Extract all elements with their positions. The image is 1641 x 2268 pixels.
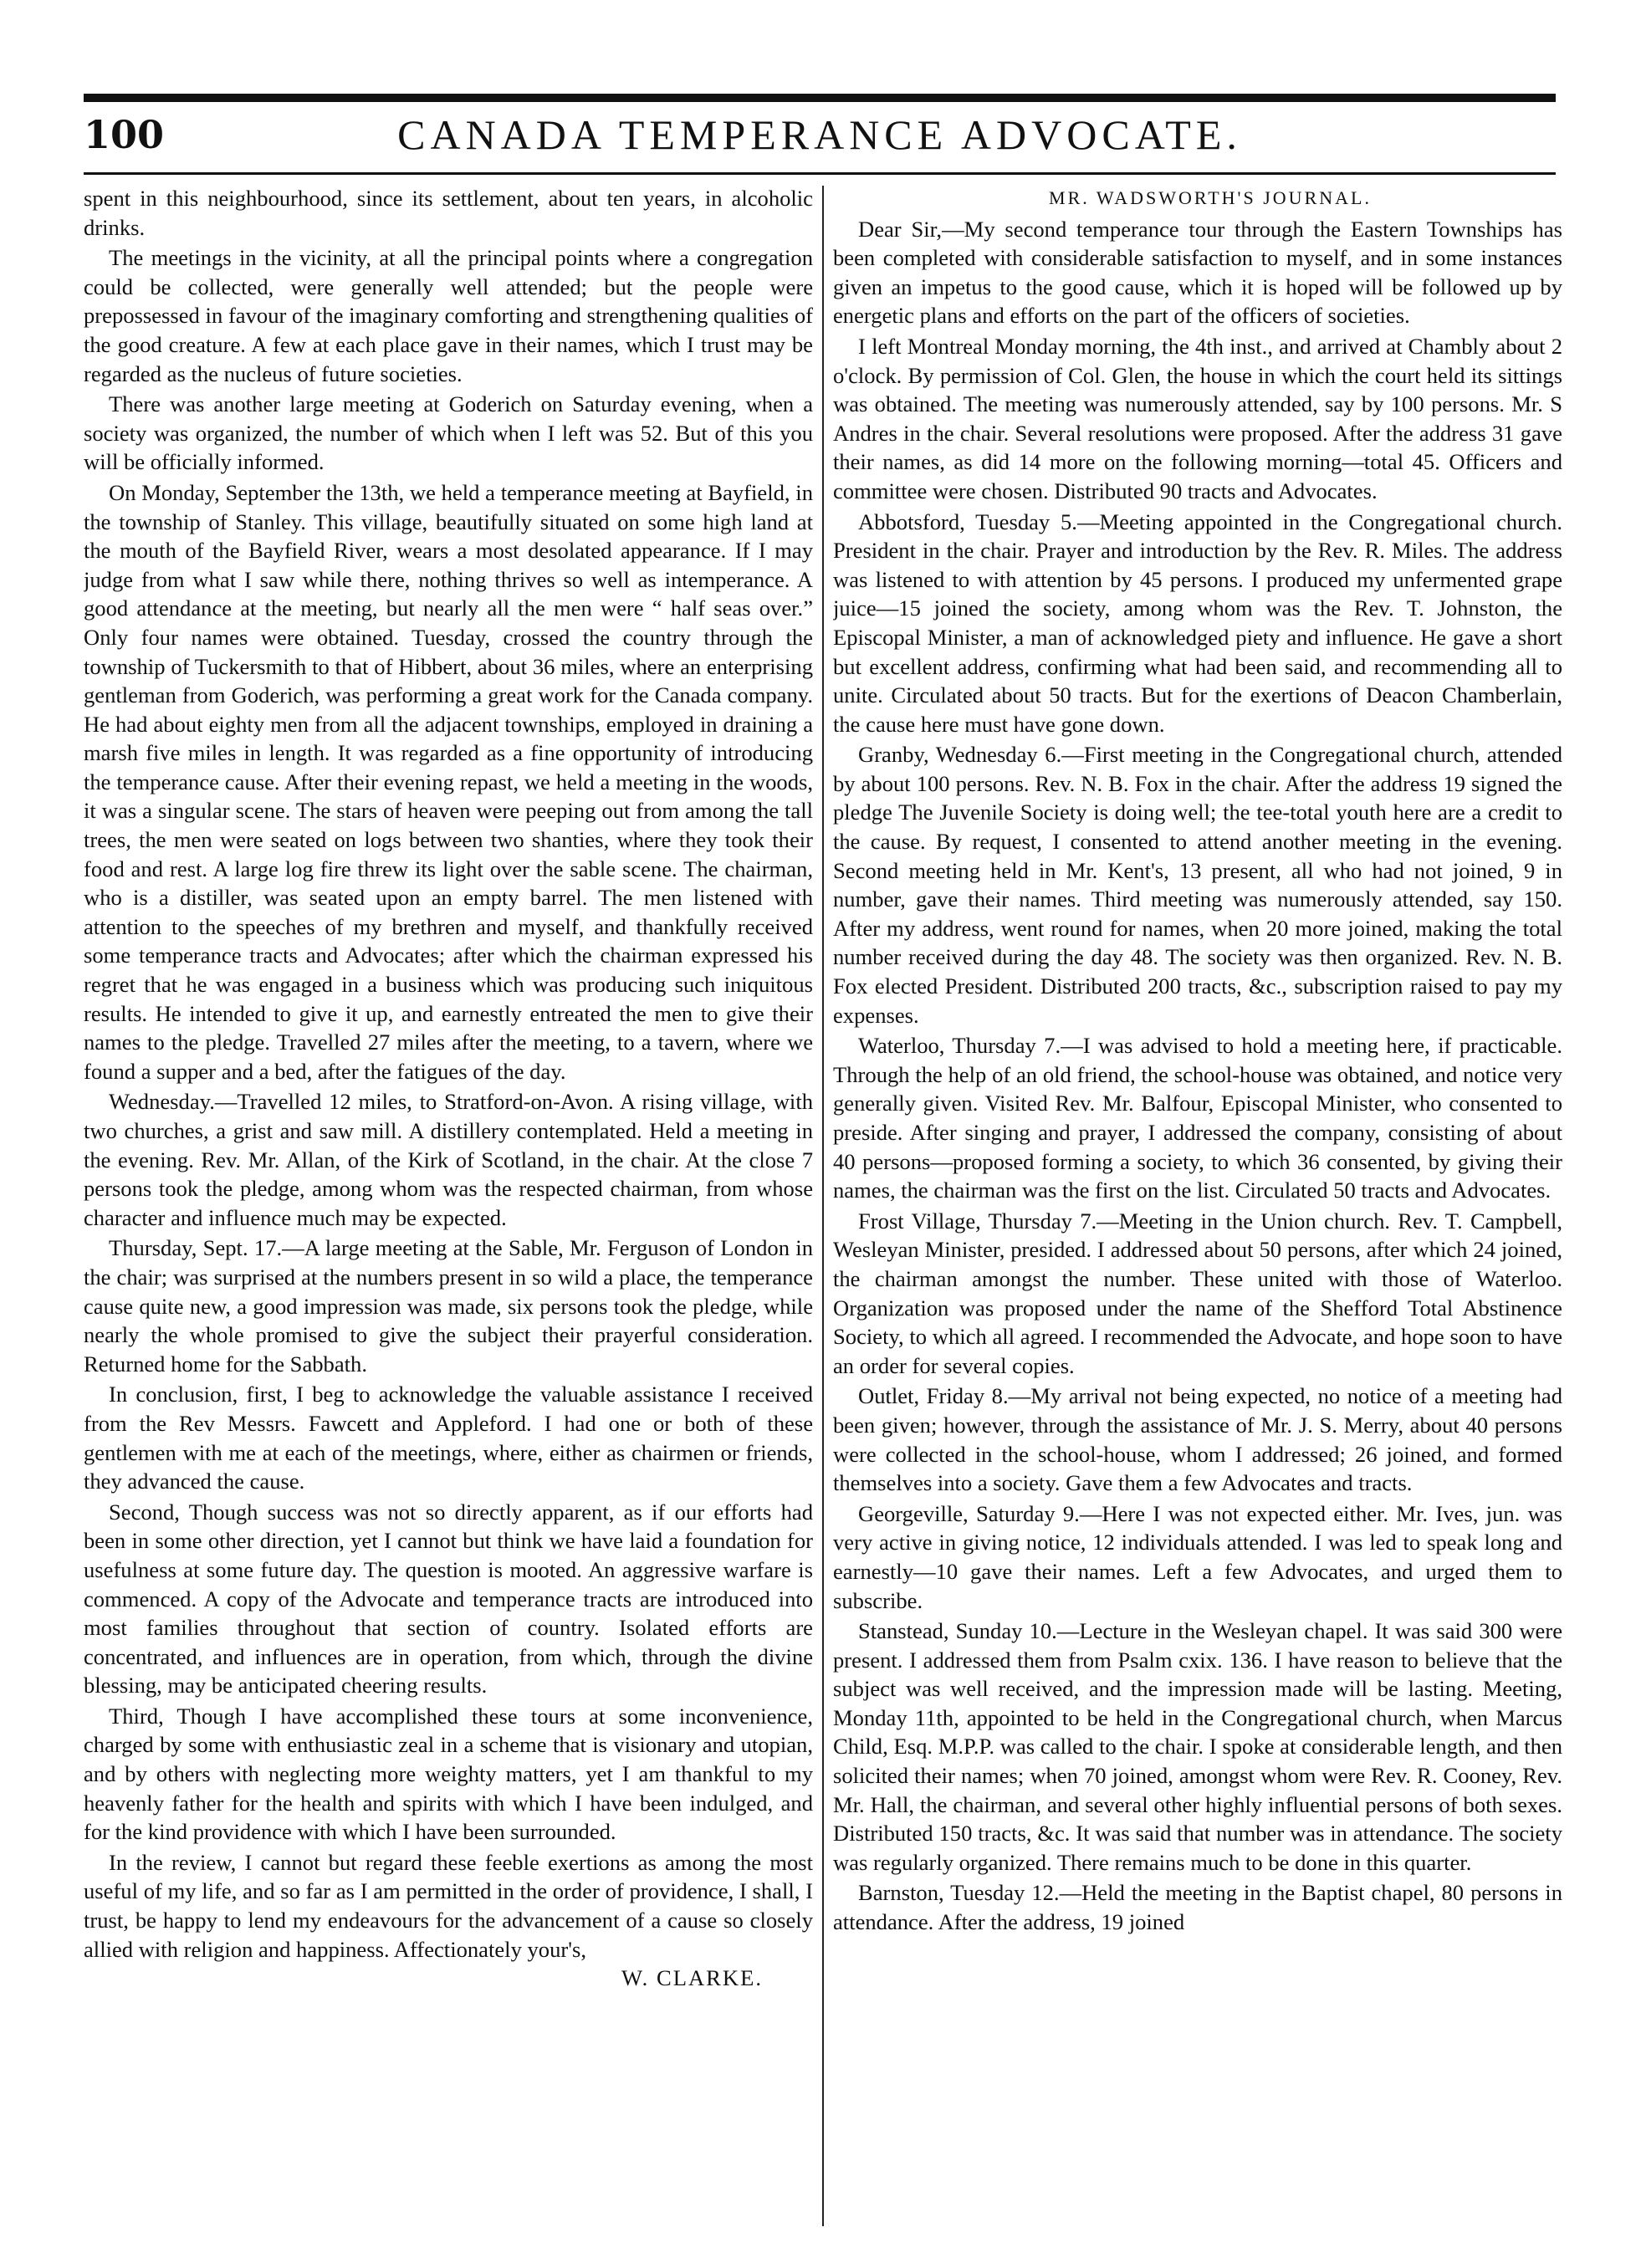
- running-title: CANADA TEMPERANCE ADVOCATE.: [397, 111, 1242, 158]
- journal-paragraph: Barnston, Tuesday 12.—Held the meeting in the Baptist chapel, 80 persons in attendance. After the address, 19 joined: [833, 1880, 1562, 1935]
- journal-paragraph: Dear Sir,—My second temperance tour through the Eastern Townships has been completed with considerable satisfaction to myself, and in some instances given an impetus to the good cause, which it is hoped will be followed up by energetic plans and efforts on the part of the officers of societies.: [833, 216, 1562, 329]
- article-paragraph: Thursday, Sept. 17.—A large meeting at the Sable, Mr. Ferguson of London in the chair; was surprised at the numbers present in so wild a place, the temperance cause quite new, a good impression was made, six persons took the pledge, while nearly the whole promised to give the subject their prayerful consideration. Returned home for the Sabbath.: [84, 1235, 813, 1377]
- signature: W. CLARKE.: [621, 1965, 763, 1991]
- article-paragraph: The meetings in the vicinity, at all the principal points where a congregation could be collected, were generally well attended; but the people were prepossessed in favour of the imaginary comforting and strengthening qualities of the good creature. A few at each place gave in their names, which I trust may be regarded as the nucleus of future societies.: [84, 245, 813, 386]
- journal-paragraph: Frost Village, Thursday 7.—Meeting in the Union church. Rev. T. Campbell, Wesleyan Minister, presided. I addressed about 50 persons, after which 24 joined, the chairman amongst the number. These united with those of Waterloo. Organization was proposed under the name of the Shefford Total Abstinence Society, to which all agreed. I recommended the Advocate, and hope soon to have an order for several copies.: [833, 1208, 1562, 1378]
- article-paragraph: Second, Though success was not so directly apparent, as if our efforts had been in some other direction, yet I cannot but think we have laid a foundation for usefulness at some future day. The question is mooted. An aggressive warfare is commenced. A copy of the Advocate and temperance tracts are introduced into most families throughout that section of country. Isolated efforts are concentrated, and influences are in operation, from which, through the divine blessing, may be anticipated cheering results.: [84, 1499, 813, 1698]
- page-header: [84, 107, 1556, 174]
- article-paragraph: In conclusion, first, I beg to acknowledge the valuable assistance I received from the Rev Messrs. Fawcett and Appleford. I had one or both of these gentlemen with me at each of the meetings, where, either as chairmen or friends, they advanced the cause.: [84, 1382, 813, 1494]
- journal-paragraph: Outlet, Friday 8.—My arrival not being expected, no notice of a meeting had been given; however, through the assistance of Mr. J. S. Merry, about 40 persons were collected in the school-house, whom I addressed; 26 joined, and formed themselves into a society. Gave them a few Advocates and tracts.: [833, 1383, 1562, 1496]
- article-paragraph: There was another large meeting at Goderich on Saturday evening, when a society was organized, the number of which when I left was 52. But of this you will be officially informed.: [84, 391, 813, 475]
- column-divider: [822, 186, 824, 2226]
- journal-paragraph: I left Montreal Monday morning, the 4th inst., and arrived at Chambly about 2 o'clock. By permission of Col. Glen, the house in which the court held its sittings was obtained. The meeting was numerously attended, say by 100 persons. Mr. S Andres in the chair. Several resolutions were proposed. After the address 31 gave their names, as did 14 more on the following morning—total 45. Officers and committee were chosen. Distributed 90 tracts and Advocates.: [833, 333, 1562, 503]
- journal-paragraph: Stanstead, Sunday 10.—Lecture in the Wesleyan chapel. It was said 300 were present. I addressed them from Psalm cxix. 136. I have reason to believe that the subject was well received, and the impression made will be lasting. Meeting, Monday 11th, appointed to be held in the Congregational church, when Marcus Child, Esq. M.P.P. was called to the chair. I spoke at considerable length, and then solicited their names; when 70 joined, amongst whom were Rev. R. Cooney, Rev. Mr. Hall, the chairman, and several other highly influential persons of both sexes. Distributed 150 tracts, &c. It was said that number was in attendance. The society was regularly organized. There remains much to be done in this quarter.: [833, 1618, 1562, 1875]
- right-column: [833, 184, 1562, 2225]
- article-paragraph: In the review, I cannot but regard these feeble exertions as among the most useful of my life, and so far as I am permitted in the order of providence, I shall, I trust, be happy to lend my endeavours for the advancement of a cause so closely allied with religion and happiness. Affectionately your's,: [84, 1849, 813, 1962]
- article-paragraph: On Monday, September the 13th, we held a temperance meeting at Bayfield, in the township of Stanley. This village, beautifully situated on some high land at the mouth of the Bayfield River, wears a most desolated appearance. If I may judge from what I saw while there, nothing thrives so well as intemperance. A good attendance at the meeting, but nearly all the men were “ half seas over.” Only four names were obtained. Tuesday, crossed the country through the township of Tuckersmith to that of Hibbert, about 36 miles, where an enterprising gentleman from Goderich, was performing a great work for the Canada company. He had about eighty men from all the adjacent townships, employed in draining a marsh five miles in length. It was regarded as a fine opportunity of introducing the temperance cause. After their evening repast, we held a meeting in the woods, it was a singular scene. The stars of heaven were peeping out from among the tall trees, the men were seated on logs between two shanties, where they took their food and rest. A large log fire threw its light over the sable scene. The chairman, who is a distiller, was seated upon an empty barrel. The men listened with attention to the speeches of my brethren and myself, and thankfully received some temperance tracts and Advocates; after which the chairman expressed his regret that he was engaged in a business which was producing such iniquitous results. He intended to give it up, and earnestly entreated the men to give their names to the pledge. Travelled 27 miles after the meeting, to a tavern, where we found a supper and a bed, after the fatigues of the day.: [84, 479, 813, 1084]
- journal-paragraph: Granby, Wednesday 6.—First meeting in the Congregational church, attended by about 100 persons. Rev. N. B. Fox in the chair. After the address 19 signed the pledge The Juvenile Society is doing well; the tee-total youth here are a credit to the cause. By request, I consented to attend another meeting in the evening. Second meeting held in Mr. Kent's, 13 present, all who had not joined, 9 in number, gave their names. Third meeting was numerously attended, say 150. After my address, went round for names, when 20 more joined, making the total number received during the day 48. The society was then organized. Rev. N. B. Fox elected President. Distributed 200 tracts, &c., subscription raised to pay my expenses.: [833, 742, 1562, 1028]
- article-paragraph: Wednesday.—Travelled 12 miles, to Stratford-on-Avon. A rising village, with two churches, a grist and saw mill. A distillery contemplated. Held a meeting in the evening. Rev. Mr. Allan, of the Kirk of Scotland, in the chair. At the close 7 persons took the pledge, among whom was the respected chairman, from whose character and influence much may be expected.: [84, 1089, 813, 1230]
- header-rule: [84, 172, 1556, 175]
- left-column: [84, 184, 813, 2225]
- journal-paragraph: Waterloo, Thursday 7.—I was advised to hold a meeting here, if practicable. Through the help of an old friend, the school-house was obtained, and notice very generally given. Visited Rev. Mr. Balfour, Episcopal Minister, who consented to preside. After singing and prayer, I addressed the company, consisting of about 40 persons—proposed forming a society, to which 36 consented, by giving their names, the chairman was the first on the list. Circulated 50 tracts and Advocates.: [833, 1033, 1562, 1203]
- journal-paragraph: Georgeville, Saturday 9.—Here I was not expected either. Mr. Ives, jun. was very active in giving notice, 12 individuals attended. I was led to speak long and earnestly—10 gave their names. Left a few Advocates, and urged them to subscribe.: [833, 1500, 1562, 1613]
- article-paragraph: spent in this neighbourhood, since its settlement, about ten years, in alcoholic drinks.: [84, 186, 813, 240]
- article-paragraph: Third, Though I have accomplished these tours at some inconvenience, charged by some with enthusiastic zeal in a scheme that is visionary and utopian, and by others with neglecting more weighty matters, yet I am thankful to my heavenly father for the health and spirits with which I have been indulged, and for the kind providence with which I have been surrounded.: [84, 1703, 813, 1845]
- journal-paragraph: Abbotsford, Tuesday 5.—Meeting appointed in the Congregational church. President in the chair. Prayer and introduction by the Rev. R. Miles. The address was listened to with attention by 45 persons. I produced my unfermented grape juice—15 joined the society, among whom was the Rev. T. Johnston, the Episcopal Minister, a man of acknowledged piety and influence. He gave a short but excellent address, confirming what had been said, and recommending all to unite. Circulated about 50 tracts. But for the exertions of Deacon Chamberlain, the cause here must have gone down.: [833, 508, 1562, 737]
- top-rule: [84, 94, 1556, 102]
- journal-title: MR. WADSWORTH'S JOURNAL.: [1049, 187, 1372, 208]
- page-number: 100: [84, 112, 165, 157]
